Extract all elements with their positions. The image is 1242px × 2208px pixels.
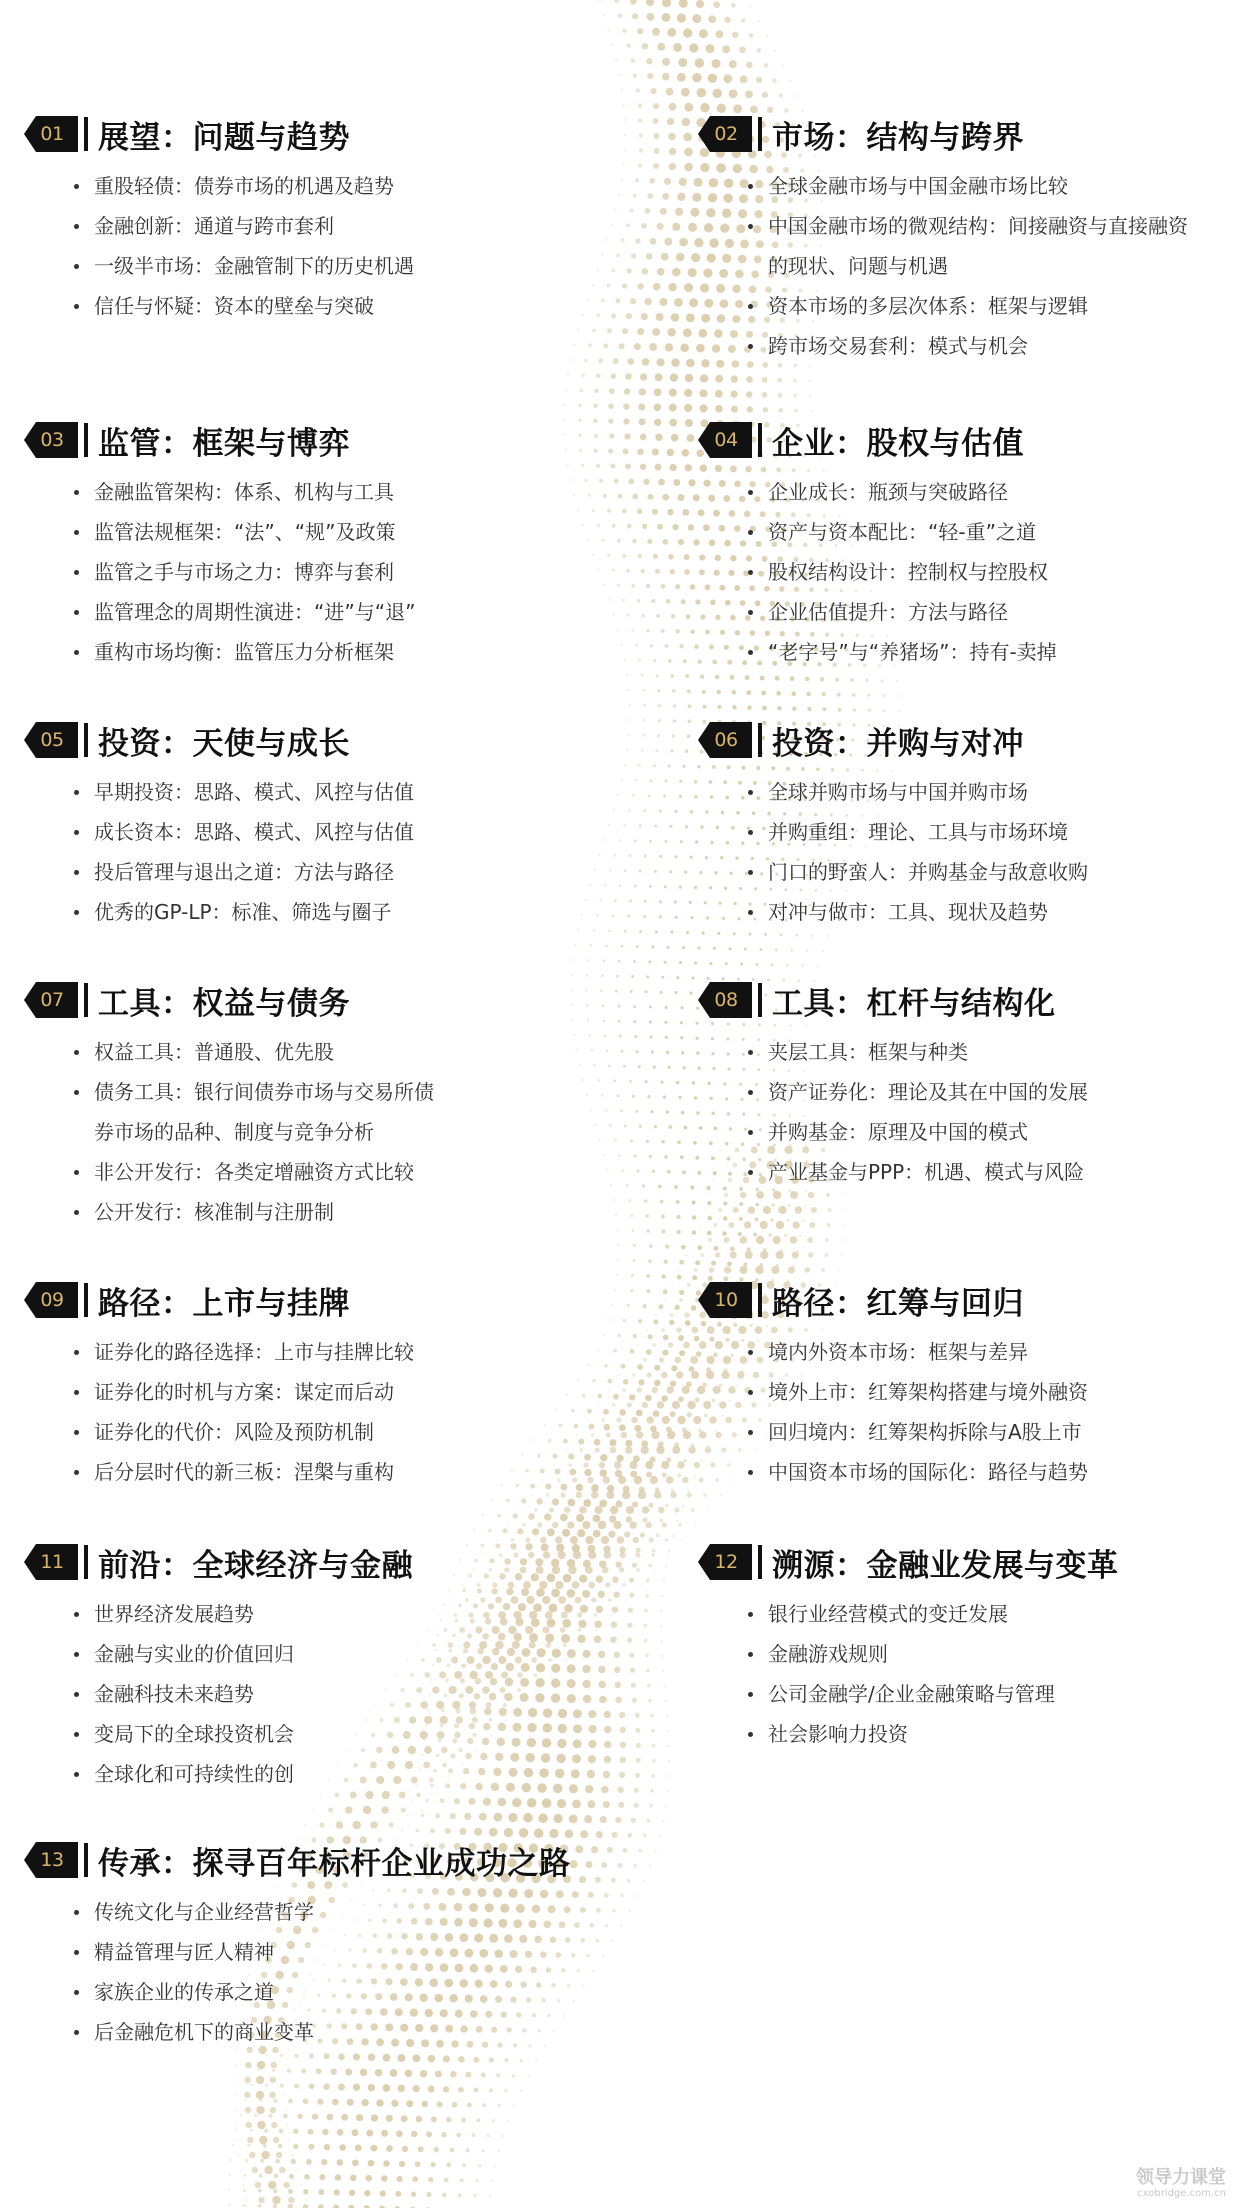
section-number: 09 [40,1289,64,1311]
bullet-icon [74,1470,79,1475]
list-item [698,512,1242,552]
bullet-icon [74,1612,79,1617]
topic-list [698,772,1242,932]
badge-bar [84,423,88,457]
list-item [698,1032,1242,1072]
list-item [24,1072,584,1152]
list-item [24,1372,584,1412]
list-item [24,1932,584,1972]
list-item [24,1892,584,1932]
bullet-icon [748,1652,753,1657]
badge-bar [758,983,762,1017]
watermark-url: cxobridge.com.cn [1137,2188,1226,2199]
list-item-text: 金融与实业的价值回归 [94,1642,294,1666]
list-item [698,632,1242,672]
watermark [1136,2168,1226,2200]
topic-list [24,1594,584,1794]
topic-list [698,1032,1242,1192]
number-badge [24,1842,82,1878]
number-badge [698,116,756,152]
section-header [698,718,1242,762]
bullet-icon [748,1090,753,1095]
list-item-text: 一级半市场：金融管制下的历史机遇 [94,254,414,278]
list-item-text: 精益管理与匠人精神 [94,1940,274,1964]
section-07 [24,978,584,1232]
section-header [24,1838,584,1882]
bullet-icon [74,1732,79,1737]
bullet-icon [74,830,79,835]
bullet-icon [74,490,79,495]
list-item-text: 境外上市：红筹架构搭建与境外融资 [768,1380,1088,1404]
list-item-text: 世界经济发展趋势 [94,1602,254,1626]
bullet-icon [748,530,753,535]
bullet-icon [74,1692,79,1697]
watermark-name: 领导力课堂 [1136,2167,1226,2188]
section-08 [698,978,1242,1192]
badge-bar [84,117,88,151]
section-13 [24,1838,584,2052]
list-item [24,1594,584,1634]
list-item-text: 银行业经营模式的变迁发展 [768,1602,1008,1626]
list-item [698,1112,1242,1152]
list-item [24,1412,584,1452]
badge-bar [758,423,762,457]
bullet-icon [748,910,753,915]
section-header [24,978,584,1022]
list-item-text: 社会影响力投资 [768,1722,908,1746]
bullet-icon [74,570,79,575]
bullet-icon [748,1130,753,1135]
section-10 [698,1278,1242,1492]
topic-list [24,1032,584,1232]
list-item [698,1372,1242,1412]
section-03 [24,418,584,672]
number-badge [24,422,82,458]
list-item-text: 并购重组：理论、工具与市场环境 [768,820,1068,844]
bullet-icon [748,1050,753,1055]
bullet-icon [748,870,753,875]
list-item-text: 监管之手与市场之力：博弈与套利 [94,560,394,584]
topic-list [698,472,1242,672]
list-item [698,206,1242,286]
number-badge [698,1544,756,1580]
bullet-icon [748,1612,753,1617]
bullet-icon [748,184,753,189]
list-item-text: 中国金融市场的微观结构：间接融资与直接融资 [768,214,1188,238]
list-item [698,552,1242,592]
list-item-text: 监管法规框架：“法”、“规”及政策 [94,520,396,544]
bullet-icon [748,790,753,795]
list-item-text: 并购基金：原理及中国的模式 [768,1120,1028,1144]
badge-bar [758,1283,762,1317]
section-number: 07 [40,989,64,1011]
section-05 [24,718,584,932]
topic-list [24,1332,584,1492]
bullet-icon [748,1430,753,1435]
bullet-icon [74,610,79,615]
list-item [24,1192,584,1232]
section-06 [698,718,1242,932]
section-04 [698,418,1242,672]
section-number: 06 [714,729,738,751]
section-number: 03 [40,429,64,451]
badge-bar [84,983,88,1017]
list-item-text: 夹层工具：框架与种类 [768,1040,968,1064]
list-item-text: 中国资本市场的国际化：路径与趋势 [768,1460,1088,1484]
list-item [24,512,584,552]
bullet-icon [74,184,79,189]
section-header [24,718,584,762]
list-item-text: 企业估值提升：方法与路径 [768,600,1008,624]
list-item-text: 证券化的代价：风险及预防机制 [94,1420,374,1444]
list-item [698,326,1242,366]
section-title: 路径：红筹与回归 [772,1285,1024,1322]
list-item [698,1674,1242,1714]
number-badge [698,422,756,458]
bullet-icon [748,344,753,349]
bullet-icon [74,1910,79,1915]
bullet-icon [748,1732,753,1737]
list-item-text: 债务工具：银行间债券市场与交易所债 [94,1080,434,1104]
section-12 [698,1540,1242,1754]
bullet-icon [748,1350,753,1355]
bullet-icon [74,1170,79,1175]
list-item [698,1452,1242,1492]
bullet-icon [748,1470,753,1475]
list-item [698,286,1242,326]
bullet-icon [74,264,79,269]
bullet-icon [748,304,753,309]
list-item-text: “老字号”与“养猪场”：持有-卖掉 [768,640,1057,664]
list-item [24,2012,584,2052]
list-item-text: 后金融危机下的商业变革 [94,2020,314,2044]
bullet-icon [748,1390,753,1395]
topic-list [24,772,584,932]
bullet-icon [74,910,79,915]
list-item [698,852,1242,892]
list-item-text: 资产证券化：理论及其在中国的发展 [768,1080,1088,1104]
bullet-icon [74,1950,79,1955]
section-title: 展望：问题与趋势 [98,119,350,156]
bullet-icon [74,870,79,875]
section-header [698,112,1242,156]
number-badge [24,1544,82,1580]
topic-list [24,472,584,672]
section-number: 11 [40,1551,64,1573]
list-item [24,1332,584,1372]
list-item-text: 资本市场的多层次体系：框架与逻辑 [768,294,1088,318]
list-item [24,552,584,592]
bullet-icon [74,1210,79,1215]
number-badge [698,722,756,758]
list-item [24,472,584,512]
list-item [698,1594,1242,1634]
number-badge [24,116,82,152]
badge-bar [84,723,88,757]
list-item-text: 全球并购市场与中国并购市场 [768,780,1028,804]
list-item [698,1714,1242,1754]
list-item-text: 后分层时代的新三板：涅槃与重构 [94,1460,394,1484]
section-number: 01 [40,123,64,145]
list-item [24,206,584,246]
section-number: 12 [714,1551,738,1573]
number-badge [698,982,756,1018]
list-item-text: 券市场的品种、制度与竞争分析 [94,1120,374,1144]
list-item-text: 股权结构设计：控制权与控股权 [768,560,1048,584]
topic-list [698,1594,1242,1754]
list-item-text: 产业基金与PPP：机遇、模式与风险 [768,1160,1085,1184]
list-item [24,1634,584,1674]
bullet-icon [74,650,79,655]
section-number: 10 [714,1289,738,1311]
list-item [24,286,584,326]
badge-bar [758,1545,762,1579]
list-item-text: 优秀的GP-LP：标准、筛选与圈子 [94,900,392,924]
badge-bar [84,1283,88,1317]
section-title: 投资：天使与成长 [98,725,350,762]
topic-list [698,1332,1242,1492]
list-item-text: 变局下的全球投资机会 [94,1722,294,1746]
bullet-icon [74,530,79,535]
bullet-icon [74,1090,79,1095]
bullet-icon [748,570,753,575]
topic-list [24,166,584,326]
list-item [24,1714,584,1754]
list-item [698,772,1242,812]
list-item [24,1452,584,1492]
list-item-text: 权益工具：普通股、优先股 [94,1040,334,1064]
bullet-icon [74,790,79,795]
list-item [698,1072,1242,1112]
list-item [24,1032,584,1072]
list-item-text: 金融科技未来趋势 [94,1682,254,1706]
list-item-text: 重构市场均衡：监管压力分析框架 [94,640,394,664]
list-item-text: 监管理念的周期性演进：“进”与“退” [94,600,416,624]
list-item [698,1412,1242,1452]
list-item [24,592,584,632]
list-item [698,1332,1242,1372]
list-item-text: 金融游戏规则 [768,1642,888,1666]
list-item [698,1634,1242,1674]
list-item-text: 企业成长：瓶颈与突破路径 [768,480,1008,504]
section-title: 投资：并购与对冲 [772,725,1024,762]
badge-bar [758,117,762,151]
badge-bar [84,1545,88,1579]
list-item-text: 全球金融市场与中国金融市场比较 [768,174,1068,198]
section-number: 08 [714,989,738,1011]
topic-list [698,166,1242,366]
list-item [698,166,1242,206]
list-item-text: 公开发行：核准制与注册制 [94,1200,334,1224]
list-item-text: 跨市场交易套利：模式与机会 [768,334,1028,358]
list-item [24,892,584,932]
list-item [24,1152,584,1192]
section-header [24,418,584,462]
section-header [698,978,1242,1022]
section-number: 02 [714,123,738,145]
section-title: 市场：结构与跨界 [772,119,1024,156]
list-item-text: 早期投资：思路、模式、风控与估值 [94,780,414,804]
list-item [24,246,584,286]
bullet-icon [74,1990,79,1995]
section-title: 路径：上市与挂牌 [98,1285,350,1322]
list-item-text: 门口的野蛮人：并购基金与敌意收购 [768,860,1088,884]
list-item [698,812,1242,852]
bullet-icon [74,2030,79,2035]
bullet-icon [748,610,753,615]
section-09 [24,1278,584,1492]
list-item-text: 境内外资本市场：框架与差异 [768,1340,1028,1364]
topic-list [24,1892,584,2052]
section-header [698,1278,1242,1322]
section-title: 工具：权益与债务 [98,985,350,1022]
section-number: 05 [40,729,64,751]
bullet-icon [74,1350,79,1355]
section-01 [24,112,584,326]
bullet-icon [748,650,753,655]
section-title: 前沿：全球经济与金融 [98,1547,413,1584]
list-item-text: 家族企业的传承之道 [94,1980,274,2004]
bullet-icon [748,490,753,495]
list-item-text: 金融创新：通道与跨市套利 [94,214,334,238]
section-header [24,1540,584,1584]
list-item-text: 投后管理与退出之道：方法与路径 [94,860,394,884]
list-item [24,772,584,812]
list-item-text: 信任与怀疑：资本的壁垒与突破 [94,294,374,318]
list-item-text: 金融监管架构：体系、机构与工具 [94,480,394,504]
list-item-text: 非公开发行：各类定增融资方式比较 [94,1160,414,1184]
section-title: 监管：框架与博弈 [98,425,350,462]
section-title: 企业：股权与估值 [772,425,1024,462]
list-item [24,1972,584,2012]
section-header [698,1540,1242,1584]
list-item-text: 的现状、问题与机遇 [768,254,948,278]
list-item [698,592,1242,632]
badge-bar [758,723,762,757]
list-item-text: 全球化和可持续性的创 [94,1762,294,1786]
bullet-icon [74,1772,79,1777]
section-11 [24,1540,584,1794]
list-item-text: 回归境内：红筹架构拆除与A股上市 [768,1420,1082,1444]
list-item-text: 对冲与做市：工具、现状及趋势 [768,900,1048,924]
number-badge [24,1282,82,1318]
section-title: 溯源：金融业发展与变革 [772,1547,1119,1584]
number-badge [24,982,82,1018]
bullet-icon [74,224,79,229]
number-badge [698,1282,756,1318]
section-title: 工具：杠杆与结构化 [772,985,1056,1022]
bullet-icon [748,830,753,835]
section-header [24,112,584,156]
section-title: 传承：探寻百年标杆企业成功之路 [98,1845,571,1882]
section-number: 04 [714,429,738,451]
section-header [24,1278,584,1322]
bullet-icon [748,224,753,229]
list-item [24,1754,584,1794]
bullet-icon [74,1390,79,1395]
list-item-text: 证券化的路径选择：上市与挂牌比较 [94,1340,414,1364]
badge-bar [84,1843,88,1877]
bullet-icon [74,1050,79,1055]
list-item [698,1152,1242,1192]
list-item-text: 公司金融学/企业金融策略与管理 [768,1682,1055,1706]
list-item-text: 证券化的时机与方案：谋定而后动 [94,1380,394,1404]
list-item-text: 资产与资本配比：“轻-重”之道 [768,520,1036,544]
list-item [698,472,1242,512]
list-item [24,166,584,206]
section-header [698,418,1242,462]
section-02 [698,112,1242,366]
bullet-icon [74,1652,79,1657]
bullet-icon [74,304,79,309]
list-item [24,1674,584,1714]
list-item-text: 传统文化与企业经营哲学 [94,1900,314,1924]
list-item [24,632,584,672]
number-badge [24,722,82,758]
bullet-icon [74,1430,79,1435]
list-item [698,892,1242,932]
list-item-text: 成长资本：思路、模式、风控与估值 [94,820,414,844]
section-number: 13 [40,1849,64,1871]
list-item [24,852,584,892]
bullet-icon [748,1170,753,1175]
list-item-text: 重股轻债：债券市场的机遇及趋势 [94,174,394,198]
bullet-icon [748,1692,753,1697]
list-item [24,812,584,852]
